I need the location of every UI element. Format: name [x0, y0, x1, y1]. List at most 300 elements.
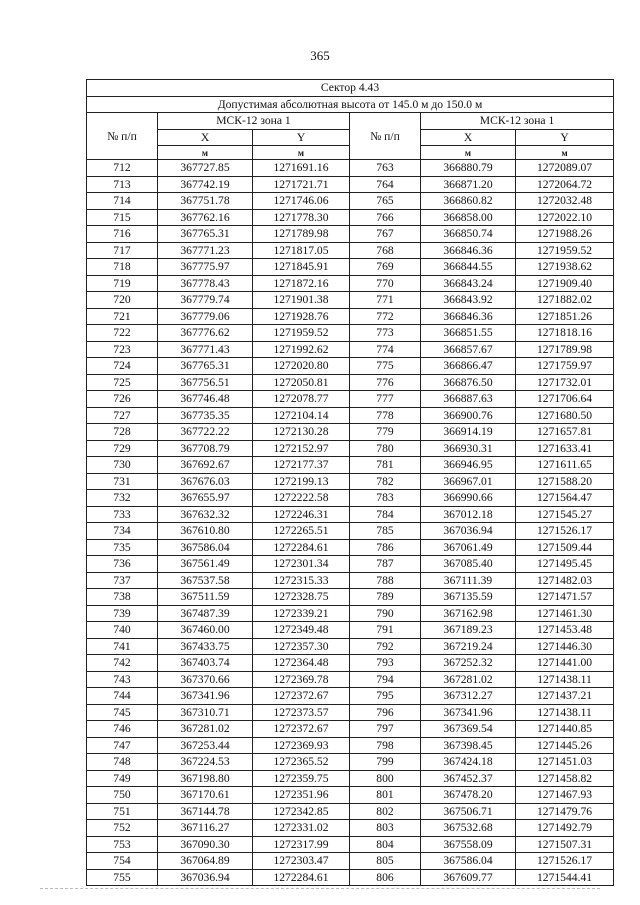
y-right: 1271909.40: [516, 275, 614, 292]
x-right: 367312.27: [421, 688, 516, 705]
y-left: 1272359.75: [253, 770, 350, 787]
x-right: 367452.37: [421, 770, 516, 787]
x-left: 367341.96: [158, 688, 253, 705]
x-right: 366851.55: [421, 325, 516, 342]
point-number-right: 771: [350, 292, 421, 309]
page-number: 365: [310, 48, 330, 63]
point-number-left: 750: [87, 787, 158, 804]
table-row: [87, 787, 614, 804]
table-row: [87, 655, 614, 672]
coordinates-table: [86, 79, 614, 886]
y-right: 1272032.48: [516, 193, 614, 210]
x-right: 367111.39: [421, 572, 516, 589]
y-left: 1271778.30: [253, 209, 350, 226]
table-row: [87, 556, 614, 573]
point-number-right: 768: [350, 242, 421, 259]
x-left: 367433.75: [158, 638, 253, 655]
y-left: 1272339.21: [253, 605, 350, 622]
point-number-right: 765: [350, 193, 421, 210]
point-number-right: 789: [350, 589, 421, 606]
height-range-title: Допустимая абсолютная высота от 145.0 м до 150.0 м: [87, 96, 614, 113]
y-right: 1271458.82: [516, 770, 614, 787]
point-number-right: 785: [350, 523, 421, 540]
table-row: [87, 770, 614, 787]
table-row: [87, 341, 614, 358]
x-left: 367776.62: [158, 325, 253, 342]
y-right: 1271451.03: [516, 754, 614, 771]
x-left: 367511.59: [158, 589, 253, 606]
x-left: 367765.31: [158, 226, 253, 243]
point-number-right: 794: [350, 671, 421, 688]
x-left: 367370.66: [158, 671, 253, 688]
table-row: [87, 820, 614, 837]
x-left: 367778.43: [158, 275, 253, 292]
x-right: 366900.76: [421, 407, 516, 424]
y-left: 1272365.52: [253, 754, 350, 771]
y-right: 1271467.93: [516, 787, 614, 804]
x-right: 367586.04: [421, 853, 516, 870]
point-number-right: 773: [350, 325, 421, 342]
col-npp-right: № п/п: [350, 113, 421, 160]
point-number-left: 739: [87, 605, 158, 622]
x-right: 366990.66: [421, 490, 516, 507]
x-left: 367064.89: [158, 853, 253, 870]
point-number-left: 746: [87, 721, 158, 738]
y-right: 1271938.62: [516, 259, 614, 276]
point-number-right: 778: [350, 407, 421, 424]
y-left: 1272349.48: [253, 622, 350, 639]
point-number-left: 731: [87, 473, 158, 490]
point-number-left: 736: [87, 556, 158, 573]
y-right: 1271507.31: [516, 836, 614, 853]
point-number-right: 798: [350, 737, 421, 754]
y-left: 1272104.14: [253, 407, 350, 424]
y-right: 1271438.11: [516, 704, 614, 721]
x-right: 366844.55: [421, 259, 516, 276]
point-number-left: 728: [87, 424, 158, 441]
y-right: 1271680.50: [516, 407, 614, 424]
y-left: 1271721.71: [253, 176, 350, 193]
point-number-left: 751: [87, 803, 158, 820]
x-right: 367369.54: [421, 721, 516, 738]
point-number-left: 755: [87, 869, 158, 886]
y-left: 1271789.98: [253, 226, 350, 243]
table-row: [87, 424, 614, 441]
point-number-right: 782: [350, 473, 421, 490]
point-number-left: 722: [87, 325, 158, 342]
x-left: 367586.04: [158, 539, 253, 556]
x-right: 367558.09: [421, 836, 516, 853]
x-left: 367735.35: [158, 407, 253, 424]
y-left: 1272020.80: [253, 358, 350, 375]
x-left: 367561.49: [158, 556, 253, 573]
x-left: 367692.67: [158, 457, 253, 474]
x-left: 367751.78: [158, 193, 253, 210]
table-row: [87, 539, 614, 556]
table-row: [87, 836, 614, 853]
x-left: 367310.71: [158, 704, 253, 721]
y-right: 1271544.41: [516, 869, 614, 886]
table-row: [87, 160, 614, 177]
table-row: [87, 358, 614, 375]
y-right: 1271453.48: [516, 622, 614, 639]
x-right: 367036.94: [421, 523, 516, 540]
table-row: [87, 226, 614, 243]
unit-x-left: м: [158, 146, 253, 160]
point-number-left: 740: [87, 622, 158, 639]
point-number-right: 777: [350, 391, 421, 408]
x-right: 366871.20: [421, 176, 516, 193]
x-right: 367085.40: [421, 556, 516, 573]
y-left: 1272301.34: [253, 556, 350, 573]
table-row: [87, 721, 614, 738]
table-row: [87, 457, 614, 474]
point-number-left: 715: [87, 209, 158, 226]
table-row: [87, 754, 614, 771]
y-left: 1272372.67: [253, 688, 350, 705]
x-right: 367398.45: [421, 737, 516, 754]
point-number-right: 767: [350, 226, 421, 243]
y-right: 1271959.52: [516, 242, 614, 259]
point-number-right: 787: [350, 556, 421, 573]
point-number-left: 730: [87, 457, 158, 474]
x-left: 367090.30: [158, 836, 253, 853]
height-row: [87, 96, 614, 113]
y-right: 1272022.10: [516, 209, 614, 226]
x-left: 367632.32: [158, 506, 253, 523]
table-row: [87, 803, 614, 820]
x-right: 367532.68: [421, 820, 516, 837]
x-left: 367655.97: [158, 490, 253, 507]
y-left: 1272284.61: [253, 539, 350, 556]
table-row: [87, 308, 614, 325]
y-left: 1272369.78: [253, 671, 350, 688]
sector-row: [87, 80, 614, 97]
point-number-right: 792: [350, 638, 421, 655]
x-left: 367756.51: [158, 374, 253, 391]
x-left: 367224.53: [158, 754, 253, 771]
system-right: МСК-12 зона 1: [421, 113, 614, 130]
table-row: [87, 407, 614, 424]
y-left: 1271992.62: [253, 341, 350, 358]
point-number-left: 717: [87, 242, 158, 259]
x-right: 366857.67: [421, 341, 516, 358]
point-number-right: 790: [350, 605, 421, 622]
table-row: [87, 259, 614, 276]
x-left: 367170.61: [158, 787, 253, 804]
x-right: 367162.98: [421, 605, 516, 622]
unit-y-left: м: [253, 146, 350, 160]
y-right: 1271526.17: [516, 523, 614, 540]
point-number-right: 791: [350, 622, 421, 639]
x-left: 367253.44: [158, 737, 253, 754]
y-right: 1271479.76: [516, 803, 614, 820]
point-number-left: 729: [87, 440, 158, 457]
point-number-right: 786: [350, 539, 421, 556]
table-row: [87, 275, 614, 292]
table-row: [87, 704, 614, 721]
x-right: 366946.95: [421, 457, 516, 474]
y-left: 1272152.97: [253, 440, 350, 457]
point-number-left: 734: [87, 523, 158, 540]
x-right: 366967.01: [421, 473, 516, 490]
y-left: 1272357.30: [253, 638, 350, 655]
x-left: 367116.27: [158, 820, 253, 837]
point-number-left: 747: [87, 737, 158, 754]
y-left: 1272199.13: [253, 473, 350, 490]
y-right: 1271633.41: [516, 440, 614, 457]
y-left: 1272369.93: [253, 737, 350, 754]
table-row: [87, 209, 614, 226]
point-number-right: 775: [350, 358, 421, 375]
y-left: 1272328.75: [253, 589, 350, 606]
point-number-right: 803: [350, 820, 421, 837]
x-right: 367252.32: [421, 655, 516, 672]
y-left: 1271817.05: [253, 242, 350, 259]
x-right: 366914.19: [421, 424, 516, 441]
table-row: [87, 193, 614, 210]
x-right: 366930.31: [421, 440, 516, 457]
y-left: 1271746.06: [253, 193, 350, 210]
point-number-right: 779: [350, 424, 421, 441]
y-right: 1271789.98: [516, 341, 614, 358]
x-right: 367012.18: [421, 506, 516, 523]
point-number-left: 742: [87, 655, 158, 672]
col-x-right: X: [421, 129, 516, 146]
y-left: 1271959.52: [253, 325, 350, 342]
x-right: 366860.82: [421, 193, 516, 210]
point-number-right: 804: [350, 836, 421, 853]
point-number-right: 763: [350, 160, 421, 177]
system-left: МСК-12 зона 1: [158, 113, 350, 130]
table-row: [87, 506, 614, 523]
point-number-right: 805: [350, 853, 421, 870]
point-number-left: 712: [87, 160, 158, 177]
y-right: 1271588.20: [516, 473, 614, 490]
x-left: 367762.16: [158, 209, 253, 226]
table-row: [87, 391, 614, 408]
x-left: 367727.85: [158, 160, 253, 177]
x-left: 367537.58: [158, 572, 253, 589]
bottom-rule: [40, 888, 600, 889]
table-row: [87, 671, 614, 688]
x-left: 367403.74: [158, 655, 253, 672]
x-right: 366850.74: [421, 226, 516, 243]
point-number-right: 772: [350, 308, 421, 325]
x-left: 367198.80: [158, 770, 253, 787]
point-number-right: 799: [350, 754, 421, 771]
x-right: 367478.20: [421, 787, 516, 804]
table-row: [87, 473, 614, 490]
y-right: 1271438.11: [516, 671, 614, 688]
x-right: 366866.47: [421, 358, 516, 375]
y-right: 1271526.17: [516, 853, 614, 870]
table-row: [87, 622, 614, 639]
point-number-right: 766: [350, 209, 421, 226]
x-left: 367144.78: [158, 803, 253, 820]
point-number-right: 801: [350, 787, 421, 804]
table-row: [87, 688, 614, 705]
y-left: 1272331.02: [253, 820, 350, 837]
point-number-left: 738: [87, 589, 158, 606]
table-row: [87, 176, 614, 193]
point-number-right: 795: [350, 688, 421, 705]
y-left: 1271872.16: [253, 275, 350, 292]
point-number-left: 719: [87, 275, 158, 292]
x-left: 367779.74: [158, 292, 253, 309]
y-right: 1271851.26: [516, 308, 614, 325]
y-left: 1272317.99: [253, 836, 350, 853]
point-number-right: 781: [350, 457, 421, 474]
system-row: [87, 113, 614, 130]
table-row: [87, 572, 614, 589]
x-left: 367771.43: [158, 341, 253, 358]
y-left: 1272372.67: [253, 721, 350, 738]
y-right: 1271441.00: [516, 655, 614, 672]
x-left: 367722.22: [158, 424, 253, 441]
x-right: 366843.24: [421, 275, 516, 292]
unit-y-right: м: [516, 146, 614, 160]
point-number-left: 745: [87, 704, 158, 721]
x-left: 367460.00: [158, 622, 253, 639]
y-right: 1271564.47: [516, 490, 614, 507]
col-npp-left: № п/п: [87, 113, 158, 160]
x-left: 367771.23: [158, 242, 253, 259]
point-number-right: 783: [350, 490, 421, 507]
x-right: 367341.96: [421, 704, 516, 721]
y-right: 1272064.72: [516, 176, 614, 193]
point-number-left: 752: [87, 820, 158, 837]
table-row: [87, 325, 614, 342]
point-number-right: 793: [350, 655, 421, 672]
x-right: 367424.18: [421, 754, 516, 771]
point-number-left: 713: [87, 176, 158, 193]
y-right: 1271482.03: [516, 572, 614, 589]
y-right: 1271611.65: [516, 457, 614, 474]
point-number-left: 744: [87, 688, 158, 705]
point-number-left: 741: [87, 638, 158, 655]
x-right: 366876.50: [421, 374, 516, 391]
y-left: 1272078.77: [253, 391, 350, 408]
x-right: 366843.92: [421, 292, 516, 309]
table-row: [87, 638, 614, 655]
y-right: 1271882.02: [516, 292, 614, 309]
x-left: 367676.03: [158, 473, 253, 490]
x-left: 367742.19: [158, 176, 253, 193]
table-row: [87, 737, 614, 754]
x-left: 367487.39: [158, 605, 253, 622]
table-body: [87, 160, 614, 886]
point-number-left: 754: [87, 853, 158, 870]
point-number-left: 720: [87, 292, 158, 309]
x-left: 367775.97: [158, 259, 253, 276]
x-right: 367061.49: [421, 539, 516, 556]
x-right: 367189.23: [421, 622, 516, 639]
col-y-right: Y: [516, 129, 614, 146]
y-left: 1272303.47: [253, 853, 350, 870]
y-right: 1271509.44: [516, 539, 614, 556]
table-row: [87, 242, 614, 259]
point-number-right: 770: [350, 275, 421, 292]
table-row: [87, 523, 614, 540]
point-number-left: 727: [87, 407, 158, 424]
x-right: 367219.24: [421, 638, 516, 655]
point-number-right: 788: [350, 572, 421, 589]
y-right: 1271706.64: [516, 391, 614, 408]
x-left: 367765.31: [158, 358, 253, 375]
table-row: [87, 589, 614, 606]
table-row: [87, 605, 614, 622]
col-y-left: Y: [253, 129, 350, 146]
point-number-right: 776: [350, 374, 421, 391]
table-row: [87, 490, 614, 507]
point-number-left: 737: [87, 572, 158, 589]
x-right: 366858.00: [421, 209, 516, 226]
y-left: 1272342.85: [253, 803, 350, 820]
y-right: 1271759.97: [516, 358, 614, 375]
x-right: 366846.36: [421, 308, 516, 325]
table-row: [87, 853, 614, 870]
y-left: 1272351.96: [253, 787, 350, 804]
x-left: 367281.02: [158, 721, 253, 738]
x-right: 366880.79: [421, 160, 516, 177]
y-left: 1271928.76: [253, 308, 350, 325]
point-number-right: 806: [350, 869, 421, 886]
point-number-left: 716: [87, 226, 158, 243]
point-number-right: 769: [350, 259, 421, 276]
point-number-right: 774: [350, 341, 421, 358]
y-left: 1272265.51: [253, 523, 350, 540]
x-right: 366846.36: [421, 242, 516, 259]
y-right: 1271732.01: [516, 374, 614, 391]
x-left: 367708.79: [158, 440, 253, 457]
y-left: 1272050.81: [253, 374, 350, 391]
point-number-left: 724: [87, 358, 158, 375]
point-number-left: 718: [87, 259, 158, 276]
y-left: 1272246.31: [253, 506, 350, 523]
point-number-left: 735: [87, 539, 158, 556]
x-left: 367779.06: [158, 308, 253, 325]
y-left: 1272284.61: [253, 869, 350, 886]
y-right: 1271437.21: [516, 688, 614, 705]
y-right: 1271657.81: [516, 424, 614, 441]
y-right: 1271492.79: [516, 820, 614, 837]
y-left: 1272177.37: [253, 457, 350, 474]
y-right: 1271446.30: [516, 638, 614, 655]
x-left: 367036.94: [158, 869, 253, 886]
x-right: 367506.71: [421, 803, 516, 820]
x-right: 367609.77: [421, 869, 516, 886]
y-left: 1272222.58: [253, 490, 350, 507]
y-right: 1271440.85: [516, 721, 614, 738]
y-left: 1272130.28: [253, 424, 350, 441]
y-right: 1272089.07: [516, 160, 614, 177]
table-row: [87, 374, 614, 391]
point-number-right: 764: [350, 176, 421, 193]
point-number-right: 800: [350, 770, 421, 787]
y-right: 1271545.27: [516, 506, 614, 523]
point-number-left: 732: [87, 490, 158, 507]
sector-title: Сектор 4.43: [87, 80, 614, 97]
point-number-right: 784: [350, 506, 421, 523]
col-x-left: X: [158, 129, 253, 146]
y-left: 1271901.38: [253, 292, 350, 309]
y-left: 1271845.91: [253, 259, 350, 276]
point-number-left: 726: [87, 391, 158, 408]
x-right: 367281.02: [421, 671, 516, 688]
y-left: 1272364.48: [253, 655, 350, 672]
y-right: 1271988.26: [516, 226, 614, 243]
